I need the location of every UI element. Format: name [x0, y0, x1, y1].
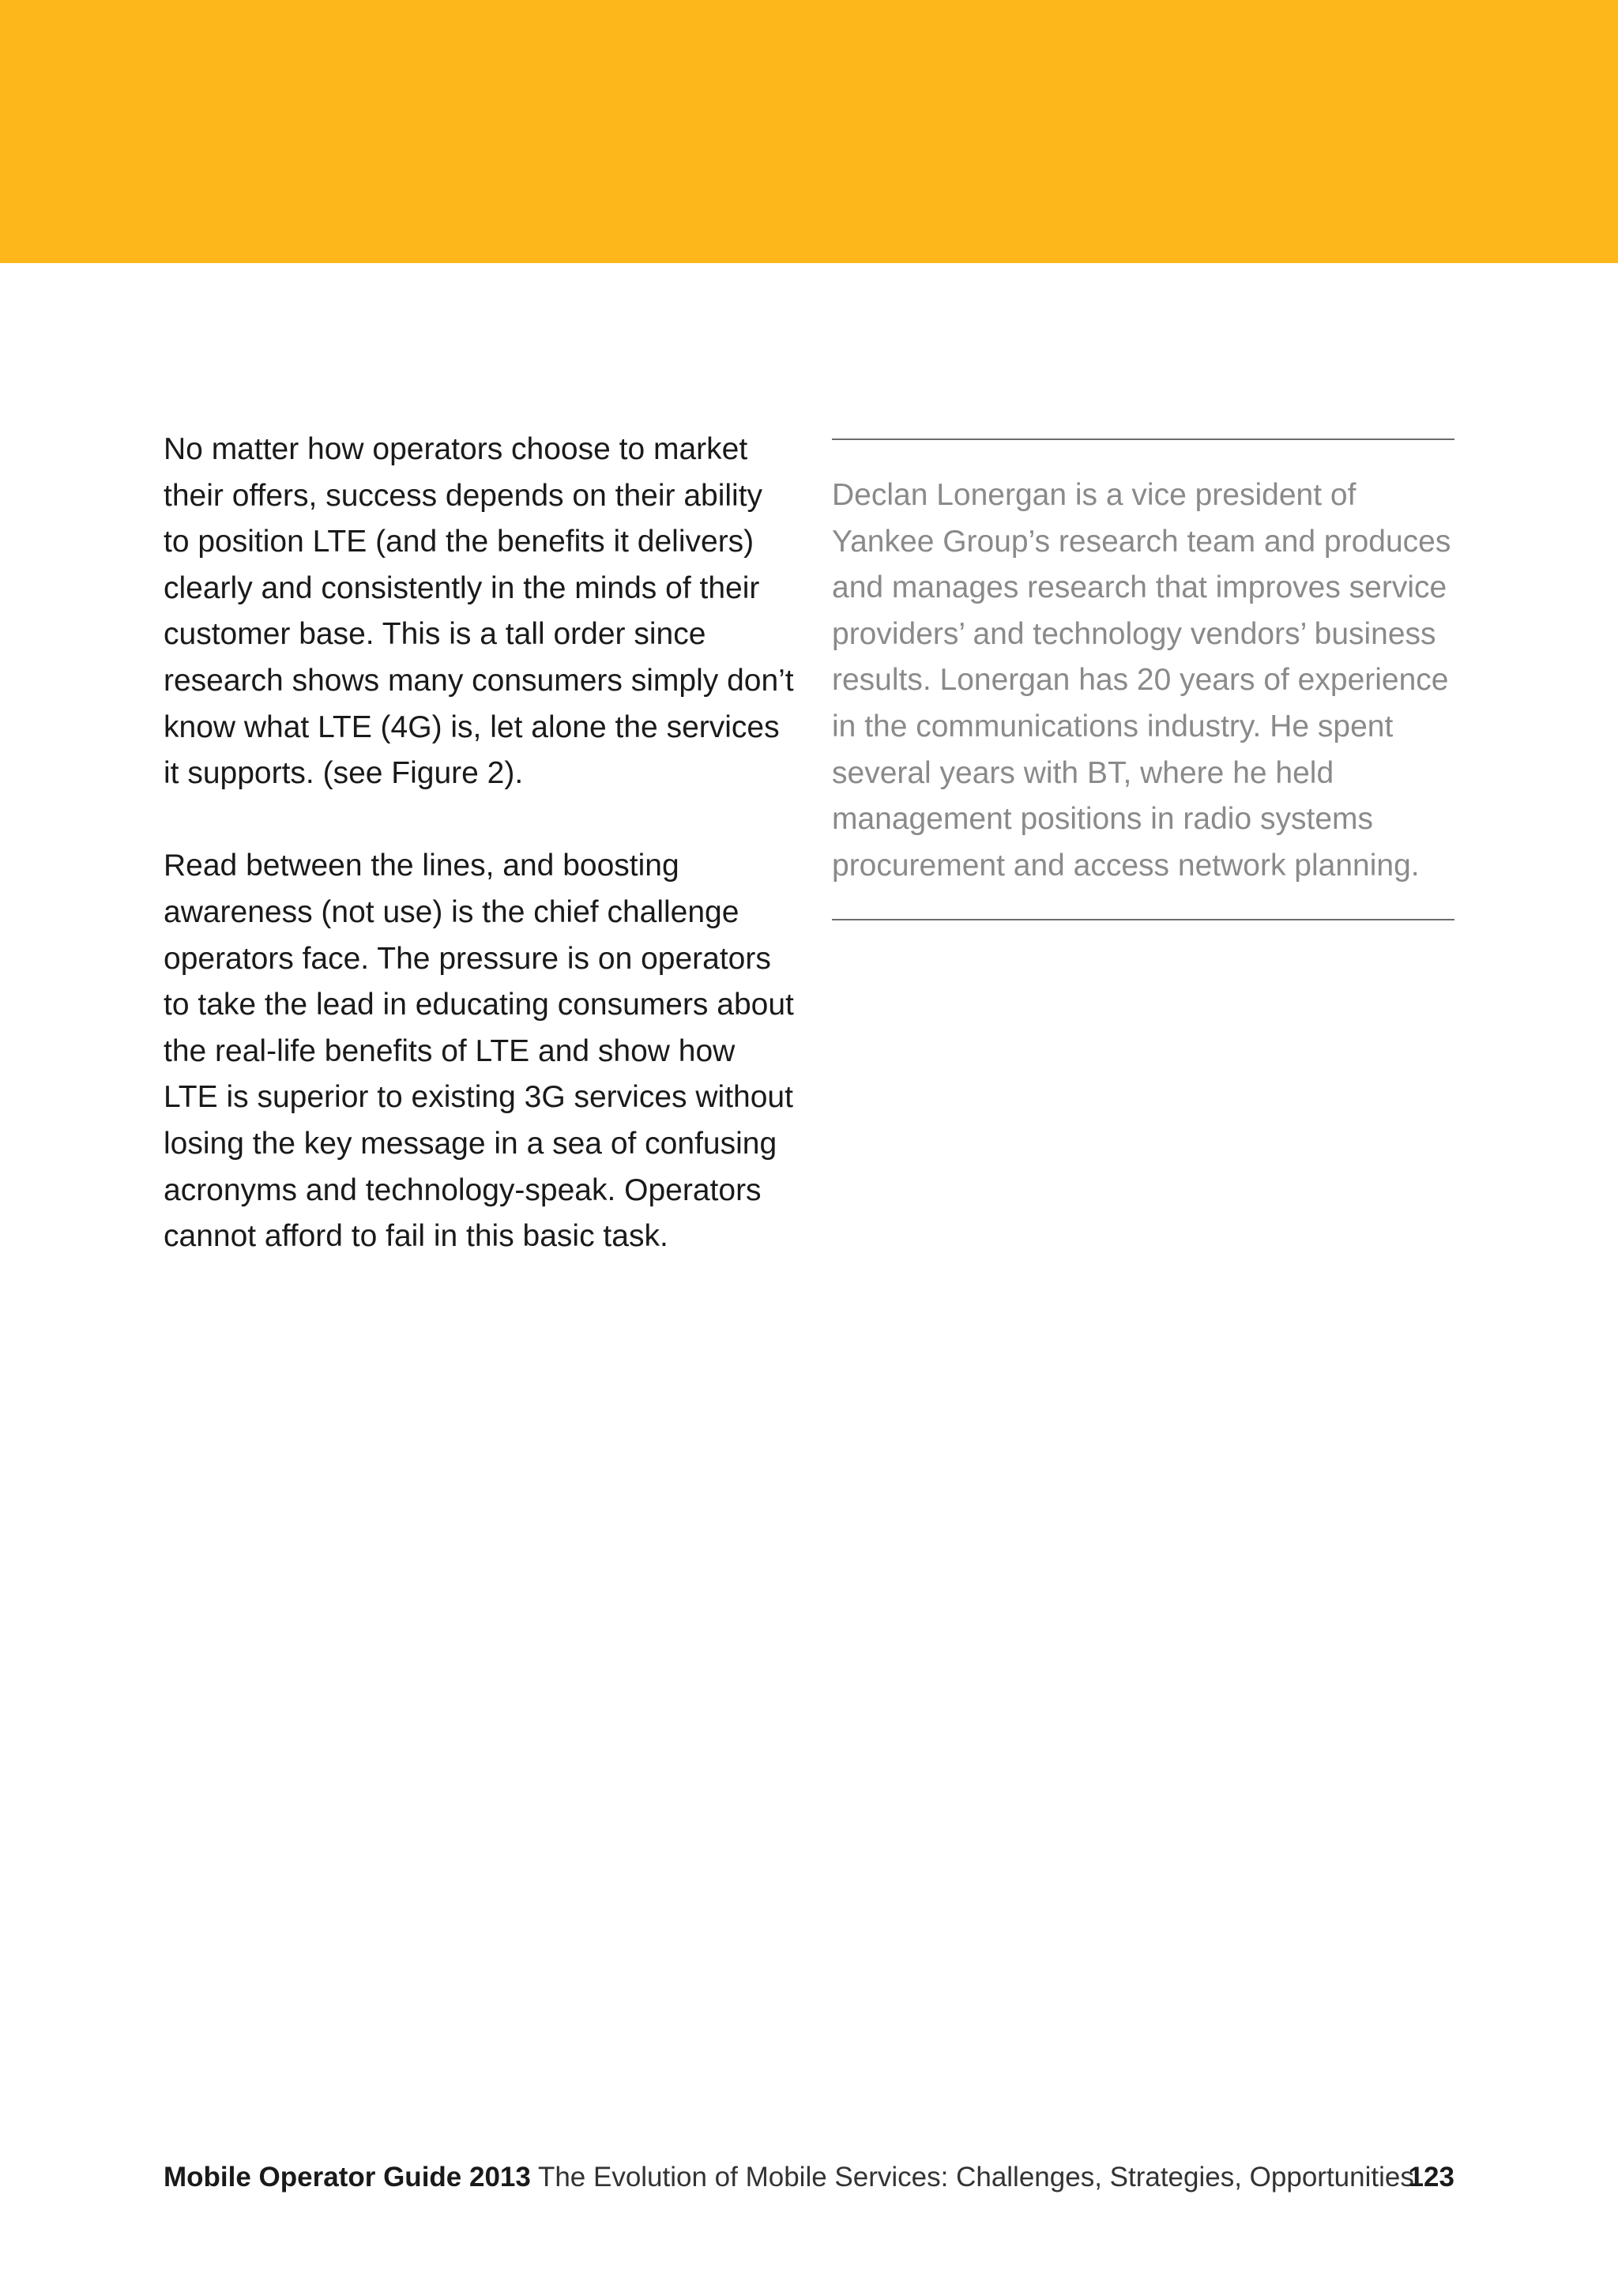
page-footer [164, 2157, 1454, 2198]
bio-bottom-rule [832, 919, 1454, 920]
bio-top-rule [832, 438, 1454, 440]
body-paragraph: No matter how operators choose to market their offers, success depends on their ability to position LTE (and the benefits it delivers) clearly and consistently in the minds of their customer base. This is a tall order since research shows many consumers simply don’t know what LTE (4G) is, let alone the services it supports. (see Figure 2). [164, 432, 794, 791]
footer-publication-title: Mobile Operator Guide 2013 [164, 2162, 531, 2192]
header-color-band [0, 0, 1618, 263]
main-text-column [164, 427, 796, 1260]
page-number: 123 [1408, 2162, 1454, 2192]
body-paragraph: Read between the lines, and boosting awareness (not use) is the chief challenge operators face. The pressure is on operators to take the lead in educating consumers about the real-life benefits of LTE and show how LTE is superior to existing 3G services without losing the key message in a sea of confusing acronyms and technology-speak. Operators cannot afford to fail in this basic task. [164, 849, 794, 1254]
footer-subtitle: The Evolution of Mobile Services: Challenges, Strategies, Opportunities [537, 2162, 1414, 2192]
author-bio-text: Declan Lonergan is a vice president of Yankee Group’s research team and produces and manages research that improves service providers’ and technology vendors’ business results. Lonergan has 20 years of experience in the communications industry. He spent several years with BT, where he held management positions in radio systems procurement and access network planning. [832, 478, 1451, 883]
author-bio-box [832, 438, 1454, 920]
